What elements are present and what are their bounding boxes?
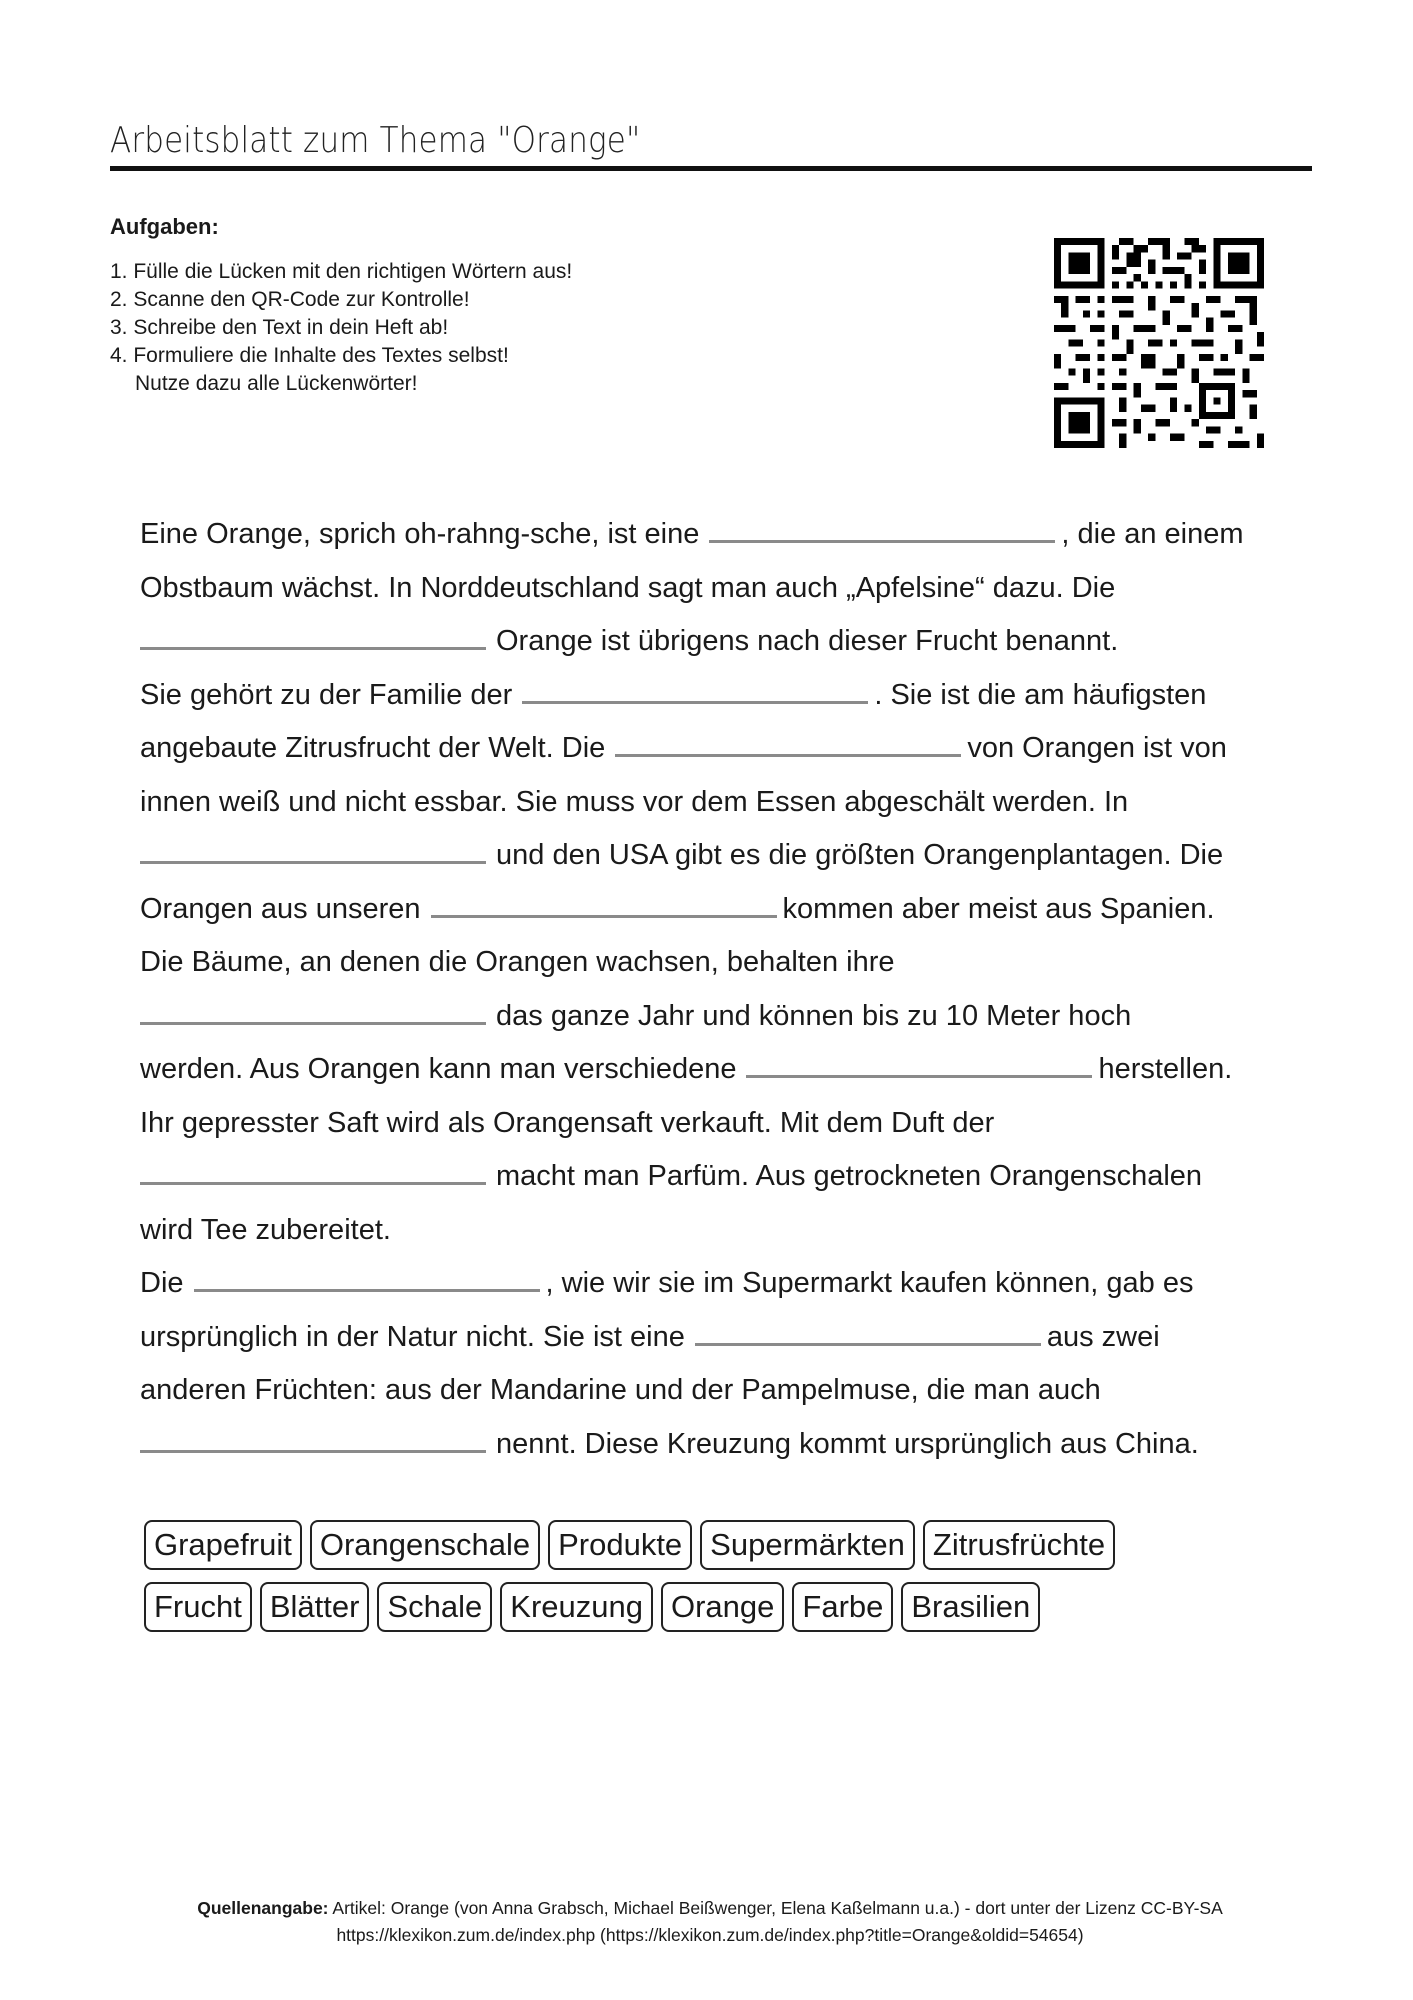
blank-7[interactable] <box>140 1000 486 1025</box>
word-chip[interactable]: Zitrusfrüchte <box>923 1520 1115 1570</box>
word-chip[interactable]: Grapefruit <box>144 1520 302 1570</box>
blank-1[interactable] <box>709 518 1055 543</box>
text-line: macht man Parfüm. Aus getrockneten Orangenschalen <box>140 1150 1290 1204</box>
text-line: Obstbaum wächst. In Norddeutschland sagt man auch „Apfelsine“ dazu. Die <box>140 571 1116 604</box>
text-line: Die , wie wir sie im Supermarkt kaufen können, gab es <box>140 1267 1194 1299</box>
task-item: 3. Schreibe den Text in dein Heft ab! <box>110 316 449 339</box>
text-line: werden. Aus Orangen kann man verschiedene herstellen. <box>140 1053 1233 1085</box>
blank-3[interactable] <box>522 679 868 704</box>
word-chip[interactable]: Supermärkten <box>700 1520 915 1570</box>
blank-12[interactable] <box>140 1428 486 1453</box>
text-line: und den USA gibt es die größten Orangenplantagen. Die <box>140 829 1290 883</box>
text-line: Die Bäume, an denen die Orangen wachsen, behalten ihre <box>140 946 895 978</box>
task-item: 1. Fülle die Lücken mit den richtigen Wörtern aus! <box>110 260 573 283</box>
source-label: Quellenangabe: <box>197 1898 329 1918</box>
word-chip[interactable]: Orangenschale <box>310 1520 540 1570</box>
source-urls[interactable]: https://klexikon.zum.de/index.php (https://klexikon.zum.de/index.php?title=Orange&oldid=54654) <box>336 1925 1084 1945</box>
qr-code-icon[interactable] <box>1054 238 1264 448</box>
word-bank <box>144 1520 1274 1644</box>
source-line <box>110 1895 1310 1922</box>
word-bank-row <box>144 1520 1274 1570</box>
tasks-heading: Aufgaben: <box>110 214 219 239</box>
task-item: 2. Scanne den QR-Code zur Kontrolle! <box>110 288 470 311</box>
word-chip[interactable]: Orange <box>661 1582 784 1632</box>
word-chip[interactable]: Blätter <box>260 1582 370 1632</box>
task-item: 4. Formuliere die Inhalte des Textes selbst! <box>110 344 509 367</box>
text-line: das ganze Jahr und können bis zu 10 Meter hoch <box>140 990 1290 1044</box>
blank-11[interactable] <box>695 1321 1041 1346</box>
text-line: ursprünglich in der Natur nicht. Sie ist eine aus zwei <box>140 1320 1160 1353</box>
text-line: Sie gehört zu der Familie der . Sie ist die am häufigsten <box>140 678 1207 711</box>
blank-9[interactable] <box>140 1160 486 1185</box>
word-chip[interactable]: Farbe <box>792 1582 893 1632</box>
text-line: wird Tee zubereitet. <box>140 1213 391 1246</box>
text-line: angebaute Zitrusfrucht der Welt. Die von Orangen ist von <box>140 732 1227 764</box>
title-underline <box>110 166 1312 171</box>
source-attribution <box>110 1895 1310 1949</box>
word-chip[interactable]: Frucht <box>144 1582 252 1632</box>
text-line: nennt. Diese Kreuzung kommt ursprünglich aus China. <box>140 1418 1290 1472</box>
blank-4[interactable] <box>615 732 961 757</box>
blank-6[interactable] <box>431 893 777 918</box>
worksheet-title: Arbeitsblatt zum Thema "Orange" <box>110 120 641 161</box>
word-chip[interactable]: Brasilien <box>901 1582 1040 1632</box>
cloze-text <box>140 508 1290 1471</box>
task-list <box>110 258 572 398</box>
blank-5[interactable] <box>140 839 486 864</box>
blank-8[interactable] <box>746 1053 1092 1078</box>
text-line: Ihr gepresster Saft wird als Orangensaft verkauft. Mit dem Duft der <box>140 1106 995 1139</box>
word-chip[interactable]: Schale <box>377 1582 492 1632</box>
text-line: innen weiß und nicht essbar. Sie muss vor dem Essen abgeschält werden. In <box>140 785 1129 818</box>
text-line: Orangen aus unseren kommen aber meist aus Spanien. <box>140 892 1215 925</box>
word-chip[interactable]: Produkte <box>548 1520 692 1570</box>
blank-10[interactable] <box>194 1267 540 1292</box>
blank-2[interactable] <box>140 625 486 650</box>
text-line: Eine Orange, sprich oh-rahng-sche, ist eine , die an einem <box>140 518 1244 550</box>
text-line: Orange ist übrigens nach dieser Frucht benannt. <box>140 615 1290 669</box>
word-chip[interactable]: Kreuzung <box>500 1582 653 1632</box>
task-item-continuation: Nutze dazu alle Lückenwörter! <box>135 372 418 395</box>
text-line: anderen Früchten: aus der Mandarine und der Pampelmuse, die man auch <box>140 1374 1101 1406</box>
source-text: Artikel: Orange (von Anna Grabsch, Michael Beißwenger, Elena Kaßelmann u.a.) - dort unter der Lizenz CC-BY-SA <box>332 1898 1223 1918</box>
word-bank-row <box>144 1582 1274 1632</box>
